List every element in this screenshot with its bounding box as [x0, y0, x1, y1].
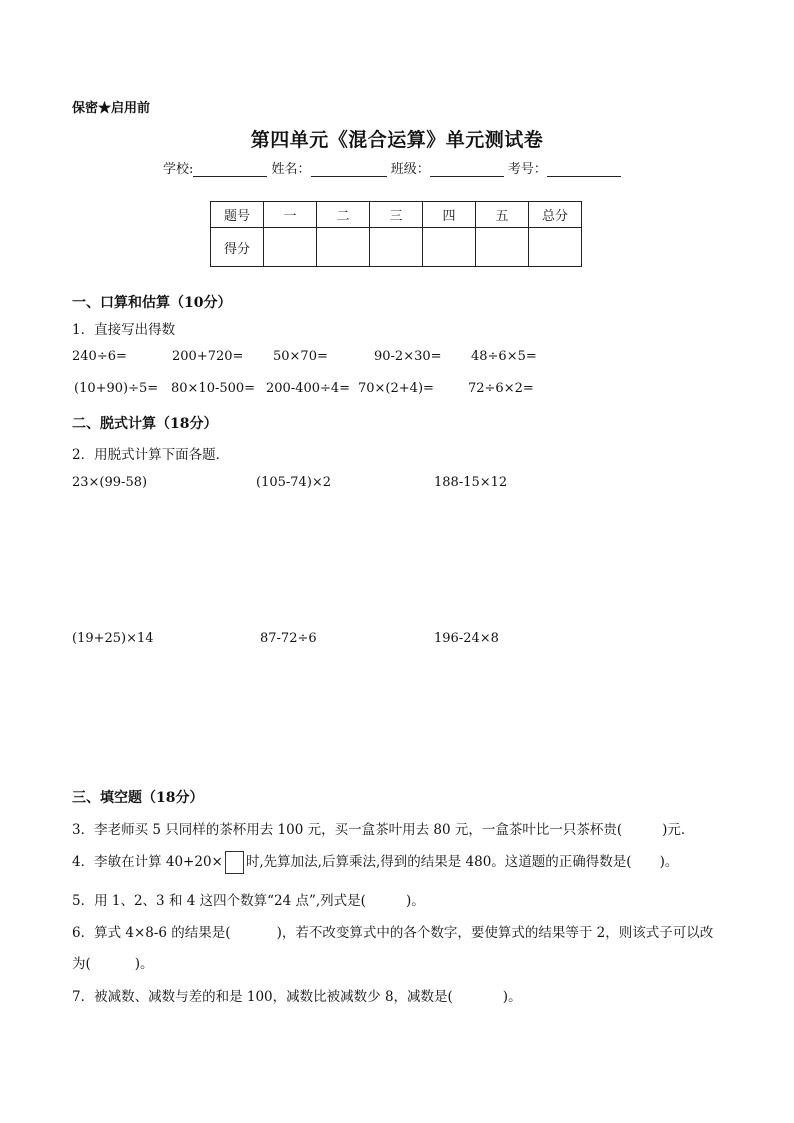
oral-expr: 200+720=: [172, 349, 244, 364]
name-label: 姓名：: [271, 162, 311, 177]
oral-expr: 50×70=: [273, 349, 328, 364]
confidential-label: 保密★启用前: [72, 101, 151, 116]
question-7: [72, 985, 522, 1005]
question-6-text-cont2: 为(: [72, 956, 91, 972]
oral-expr: 200-400÷4=: [266, 381, 351, 396]
question-2-text: 2．用脱式计算下面各题．: [72, 447, 230, 463]
question-4-text-cont: 时,先算加法,后算乘法,得到的结果是 480。这道题的正确得数是(: [245, 854, 632, 870]
stepwise-expr: (105-74)×2: [256, 475, 332, 490]
oral-expr: 240÷6=: [72, 349, 127, 364]
stepwise-expr: 23×(99-58): [72, 475, 148, 490]
oral-expr: 90-2×30=: [374, 349, 442, 364]
oral-expr: (10+90)÷5=: [74, 381, 159, 396]
score-cell[interactable]: [476, 228, 529, 267]
school-label: 学校:: [163, 162, 194, 177]
question-4: [72, 850, 678, 874]
score-header-cell: 三: [370, 202, 423, 228]
page-title: 第四单元《混合运算》单元测试卷: [250, 129, 544, 151]
question-6-line-2: [72, 952, 154, 972]
oral-expr: 70×(2+4)=: [358, 381, 434, 396]
score-cell[interactable]: [317, 228, 370, 267]
oral-expr: 72÷6×2=: [468, 381, 534, 396]
question-7-text: 7．被减数、减数与差的和是 100，减数比被减数少 8，减数是(: [72, 989, 453, 1005]
question-6-text-cont: )，若不改变算式中的各个数字，要使算式的结果等于 2，则该式子可以改: [276, 925, 714, 941]
score-header-cell: 总分: [529, 202, 582, 228]
question-6: [72, 921, 713, 941]
oral-expr: 80×10-500=: [171, 381, 256, 396]
score-header-cell: 二: [317, 202, 370, 228]
question-3: [72, 818, 694, 838]
school-field[interactable]: [193, 162, 267, 177]
class-field[interactable]: [430, 162, 504, 177]
score-header-cell: 题号: [211, 202, 264, 228]
stepwise-expr: 87-72÷6: [260, 631, 317, 646]
score-header-cell: 四: [423, 202, 476, 228]
section-3-title: 三、填空题（18分）: [72, 790, 204, 806]
score-header-cell: 一: [264, 202, 317, 228]
question-5-suffix: )。: [405, 893, 425, 909]
section-1-title: 一、口算和估算（10分）: [72, 295, 232, 311]
question-3-text: 3．李老师买 5 只同样的茶杯用去 100 元，买一盒茶叶用去 80 元，一盒茶叶比一只茶杯贵(: [72, 822, 623, 838]
name-field[interactable]: [311, 162, 387, 177]
score-cell[interactable]: [370, 228, 423, 267]
score-table: [210, 201, 582, 267]
question-5: [72, 889, 425, 909]
score-table-score-row: [211, 228, 582, 267]
question-6-text: 6．算式 4×8-6 的结果是(: [72, 925, 231, 941]
question-1-text: 1．直接写出得数: [72, 322, 176, 338]
section-2-title: 二、脱式计算（18分）: [72, 416, 218, 432]
stepwise-expr: 196-24×8: [434, 631, 499, 646]
score-cell[interactable]: [264, 228, 317, 267]
question-5-text: 5．用 1、2、3 和 4 这四个数算“24 点”,列式是(: [72, 893, 366, 909]
class-label: 班级：: [390, 162, 430, 177]
exam-number-label: 考号：: [507, 162, 547, 177]
score-cell[interactable]: [529, 228, 582, 267]
question-7-suffix: )。: [502, 989, 522, 1005]
student-info-line: [163, 158, 621, 177]
score-header-cell: 五: [476, 202, 529, 228]
question-4-text: 4．李敏在计算 40+20×: [72, 854, 223, 870]
oral-expr: 48÷6×5=: [471, 349, 537, 364]
stepwise-expr: (19+25)×14: [72, 631, 154, 646]
score-cell[interactable]: [423, 228, 476, 267]
question-3-suffix: )元．: [662, 822, 695, 838]
question-6-suffix: )。: [134, 956, 154, 972]
exam-number-field[interactable]: [547, 162, 621, 177]
score-table-header-row: [211, 202, 582, 228]
stepwise-expr: 188-15×12: [434, 475, 508, 490]
score-row-label: 得分: [211, 228, 264, 267]
question-4-suffix: )。: [659, 854, 679, 870]
blank-square-box[interactable]: [225, 851, 244, 874]
